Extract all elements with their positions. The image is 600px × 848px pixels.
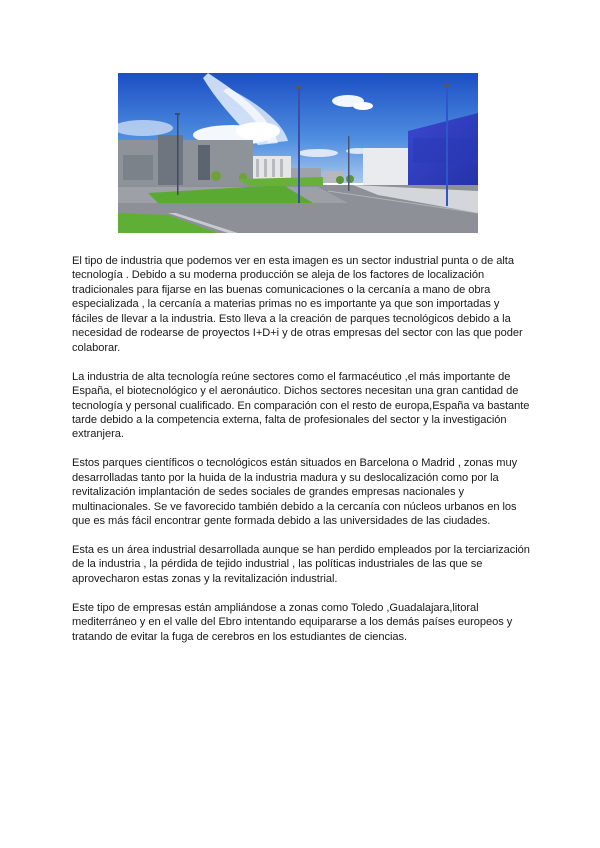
paragraph-4: Esta es un área industrial desarrollada aunque se han perdido empleados por la terciarización de la industria , la pérdida de tejido industrial , las políticas industriales de las que se aprovecharon estas zonas y la revitalización industrial.	[72, 544, 530, 585]
paragraph-1: El tipo de industria que podemos ver en esta imagen es un sector industrial punta o de alta tecnología . Debido a su moderna producción se aleja de los factores de localización tradicionales para fijarse en las buenas comunicaciones o la cercanía a mano de obra especializada , la cercanía a materias primas no es importante ya que son importadas y fáciles de llevar a la industria. Esto lleva a la creación de parques tecnológicos debido a la necesidad de rodearse de proyectos I+D+i y de otras empresas del sector con las que poder colaborar.	[72, 255, 523, 354]
paragraph-2: La industria de alta tecnología reúne sectores como el farmacéutico ,el más importante de España, el biotecnológico y el aeronáutico. Dichos sectores necesitan una gran cantidad de tecnología y personal cualificado. En comparación con el resto de europa,España va bastante tarde debido a la competencia externa, falta de profesionales del sector y la investigación extranjera.	[72, 370, 530, 441]
document-body	[72, 254, 532, 659]
industrial-park-photo	[118, 73, 478, 233]
paragraph-3: Estos parques científicos o tecnológicos están situados en Barcelona o Madrid , zonas muy desarrolladas tanto por la huida de la industria madura y su deslocalización como por la revitalización implantación de sedes sociales de grandes empresas nacionales y multinacionales. Se ve favorecido también debido a la cercanía con núcleos urbanos en los que es más fácil encontrar gente formada debido a las universidades de las ciudades.	[72, 457, 518, 528]
paragraph-5: Este tipo de empresas están ampliándose a zonas como Toledo ,Guadalajara,litoral mediterráneo y en el valle del Ebro intentando equipararse a los demás países europeos y tratando de evitar la fuga de cerebros en los estudiantes de ciencias.	[72, 601, 513, 643]
